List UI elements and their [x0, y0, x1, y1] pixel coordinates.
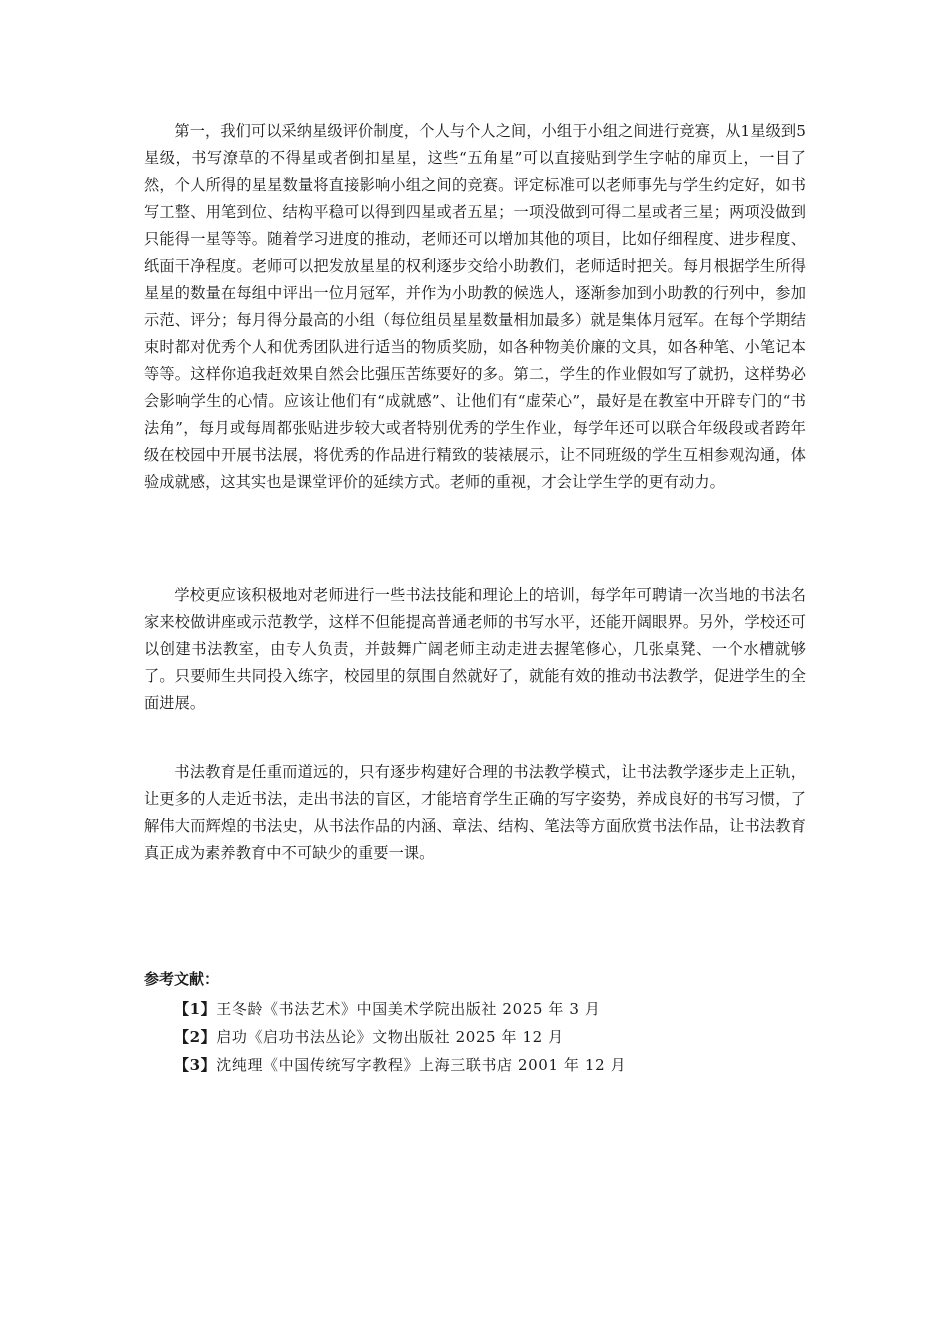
references-heading: 参考文献：: [144, 970, 220, 988]
reference-text: 启功《启功书法丛论》文物出版社 2025 年 12 月: [216, 1028, 564, 1046]
reference-text: 王冬龄《书法艺术》中国美术学院出版社 2025 年 3 月: [216, 1000, 601, 1018]
paragraph-text: 学校更应该积极地对老师进行一些书法技能和理论上的培训，每学年可聘请一次当地的书法名家来校做讲座或示范教学，这样不但能提高普通老师的书写水平，还能开阔眼界。另外，学校还可以创建书法教室，由专人负责，并鼓舞广阔老师主动走进去握笔修心，几张桌凳、一个水槽就够了。只要师生共同投入练字，校园里的氛围自然就好了，就能有效的推动书法教学，促进学生的全面进展。: [144, 586, 806, 712]
reference-text: 沈纯理《中国传统写字教程》上海三联书店 2001 年 12 月: [216, 1056, 627, 1074]
reference-item: [174, 1023, 626, 1051]
paragraph-teacher-training: [144, 582, 806, 717]
reference-marker: 【3】: [174, 1056, 217, 1074]
paragraph-text: 第一，我们可以采纳星级评价制度，个人与个人之间，小组于小组之间进行竞赛，从1星级到5星级，书写潦草的不得星或者倒扣星星，这些“五角星”可以直接贴到学生字帖的扉页上，一目了然，个人所得的星星数量将直接影响小组之间的竞赛。评定标准可以老师事先与学生约定好，如书写工整、用笔到位、结构平稳可以得到四星或者五星；一项没做到可得二星或者三星；两项没做到只能得一星等等。随着学习进度的推动，老师还可以增加其他的项目，比如仔细程度、进步程度、纸面干净程度。老师可以把发放星星的权利逐步交给小助教们，老师适时把关。每月根据学生所得星星的数量在每组中评出一位月冠军，并作为小助教的候选人，逐渐参加到小助教的行列中，参加示范、评分；每月得分最高的小组（每位组员星星数量相加最多）就是集体月冠军。在每个学期结束时都对优秀个人和优秀团队进行适当的物质奖励，如各种物美价廉的文具，如各种笔、小笔记本等等。这样你追我赶效果自然会比强压苦练要好的多。第二，学生的作业假如写了就扔，这样势必会影响学生的心情。应该让他们有“成就感”、让他们有“虚荣心”，最好是在教室中开辟专门的“书法角”，每月或每周都张贴进步较大或者特别优秀的学生作业，每学年还可以联合年级段或者跨年级在校园中开展书法展，将优秀的作品进行精致的装裱展示，让不同班级的学生互相参观沟通，体验成就感，这其实也是课堂评价的延续方式。老师的重视，才会让学生学的更有动力。: [144, 122, 806, 491]
reference-marker: 【1】: [174, 1000, 217, 1018]
reference-marker: 【2】: [174, 1028, 217, 1046]
paragraph-text: 书法教育是任重而道远的，只有逐步构建好合理的书法教学模式，让书法教学逐步走上正轨，让更多的人走近书法，走出书法的盲区，才能培育学生正确的写字姿势，养成良好的书写习惯，了解伟大而辉煌的书法史，从书法作品的内涵、章法、结构、笔法等方面欣赏书法作品，让书法教育真正成为素养教育中不可缺少的重要一课。: [144, 763, 806, 862]
references-list: [174, 995, 626, 1079]
paragraph-star-rating: [144, 118, 806, 496]
paragraph-conclusion: [144, 759, 806, 867]
reference-item: [174, 1051, 626, 1079]
reference-item: [174, 995, 626, 1023]
